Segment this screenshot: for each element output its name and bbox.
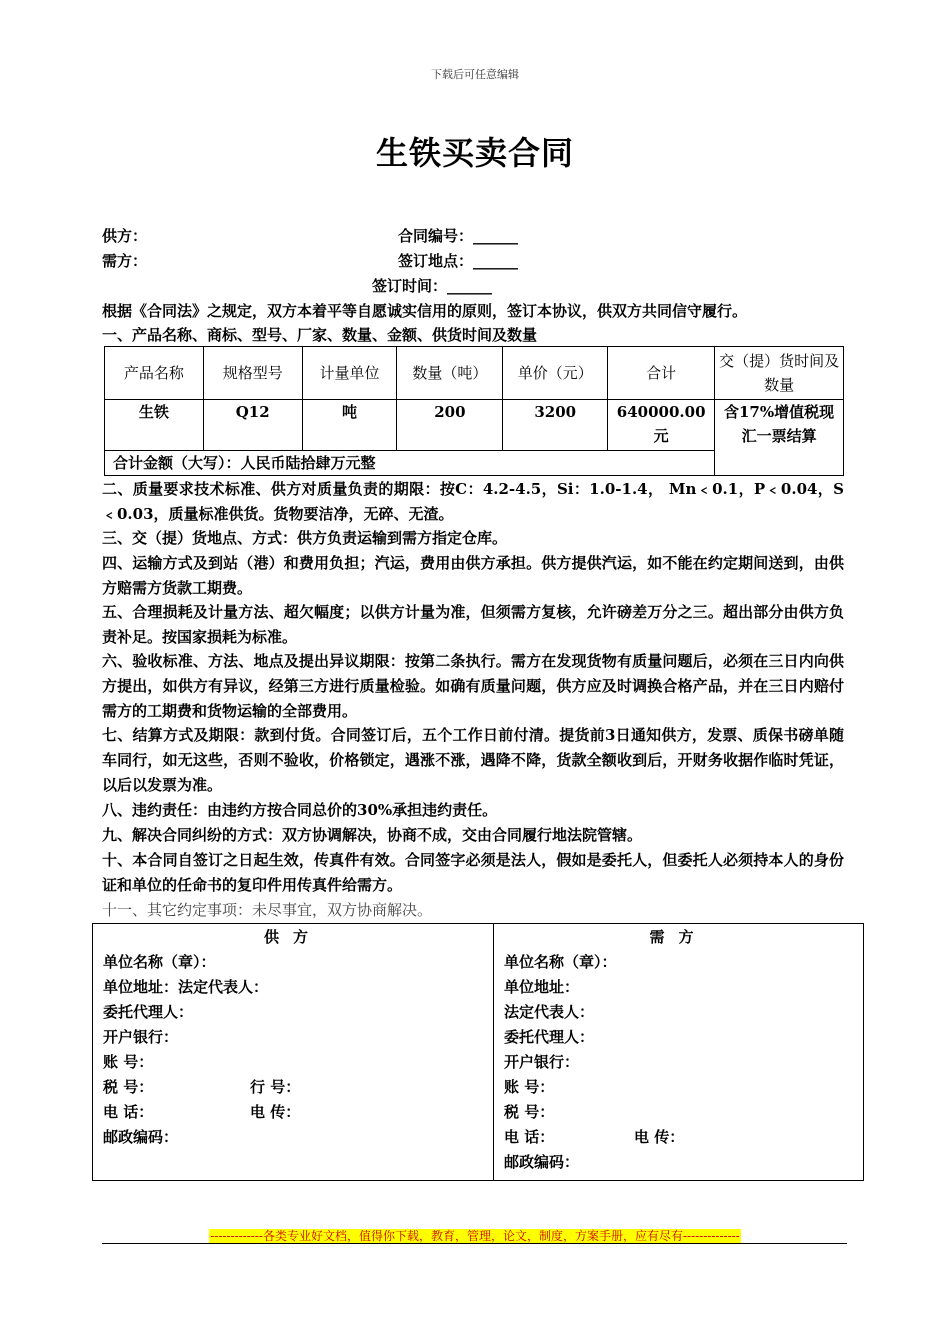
table-cell: Q12 [203,400,302,451]
buyer-address-field: 单位地址： [504,978,580,996]
supplier-tax-field: 税 号： [103,1078,154,1096]
table-header-row [105,347,844,400]
buyer-bank-field: 开户银行： [504,1053,580,1071]
header-cell: 交（提）货时间及数量 [715,347,844,400]
header-cell: 产品名称 [105,347,204,400]
footer-divider [102,1243,847,1244]
header-cell: 规格型号 [203,347,302,400]
clause-7: 七、结算方式及期限：款到付货。合同签订后，五个工作日前付清。提货前3日通知供方，发票、质保书磅单随车同行，如无这些，否则不验收，价格锁定，遇涨不涨，遇降不降，货款全额收到后，开财务收据作临时凭证，以后以发票为准。 [102,726,844,794]
buyer-phone-row [494,1125,863,1150]
supplier-bank-field: 开户银行： [103,1028,179,1046]
buyer-tax-field: 税 号： [504,1103,555,1121]
supplier-heading: 供方 [263,928,322,946]
header-cell: 合计 [608,347,715,400]
section-1-heading: 一、产品名称、商标、型号、厂家、数量、金额、供货时间及数量 [102,326,538,344]
clause-3: 三、交（提）货地点、方式：供方负责运输到需方指定仓库。 [102,529,508,547]
table-cell: 吨 [302,400,397,451]
buyer-label: 需方： [102,252,148,270]
header-cell: 数量（吨） [397,347,503,400]
table-cell: 含17%增值税现汇一票结算 [715,400,844,476]
document-title: 生铁买卖合同 [375,134,574,172]
supplier-tax-row [93,1075,493,1100]
supplier-name-field: 单位名称（章）： [103,953,216,971]
product-table [104,346,844,476]
buyer-name-field: 单位名称（章）： [504,953,617,971]
supplier-phone-row [93,1100,493,1125]
clause-11: 十一、其它约定事项：未尽事宜，双方协商解决。 [102,901,433,919]
header-cell: 单价（元） [503,347,608,400]
supplier-account-field: 账 号： [103,1053,154,1071]
supplier-label: 供方： [102,227,148,245]
buyer-account-field: 账 号： [504,1078,555,1096]
buyer-postcode-field: 邮政编码： [504,1153,580,1171]
intro-paragraph: 根据《合同法》之规定，双方本着平等自愿诚实信用的原则，签订本协议，供双方共同信守履行。 [102,302,748,320]
supplier-column [93,924,494,1180]
supplier-fax-field: 电 传： [250,1103,301,1121]
footer-ad-text: -------------各类专业好文档，值得你下载，教育，管理，论文，制度，方案手册，应有尽有-------------- [210,1229,740,1243]
total-amount: 合计金额（大写）：人民币陆拾肆万元整 [105,451,715,476]
sign-time: 签订时间：______ [372,277,493,295]
clause-6: 六、验收标准、方法、地点及提出异议期限：按第二条执行。需方在发现货物有质量问题后，必须在三日内向供方提出，如供方有异议，经第三方进行质量检验。如确有质量问题，供方应及时调换合格产品，并在三日内赔付需方的工期费和货物运输的全部费用。 [102,652,844,720]
buyer-heading: 需方 [649,928,708,946]
buyer-agent-field: 委托代理人： [504,1028,595,1046]
supplier-agent-field: 委托代理人： [103,1003,194,1021]
buyer-column [494,924,863,1180]
table-row [105,400,844,451]
buyer-phone-field: 电 话： [504,1128,555,1146]
clause-4: 四、运输方式及到站（港）和费用负担；汽运，费用由供方承担。供方提供汽运，如不能在约定期间送到，由供方赔需方货款工期费。 [102,554,844,597]
table-cell: 640000.00元 [608,400,715,451]
contract-number: 合同编号：______ [398,227,519,245]
header-note: 下载后可任意编辑 [431,68,519,81]
supplier-phone-field: 电 话： [103,1103,154,1121]
header-cell: 计量单位 [302,347,397,400]
table-cell: 3200 [503,400,608,451]
clause-8: 八、违约责任：由违约方按合同总价的30%承担违约责任。 [102,801,498,819]
clause-5: 五、合理损耗及计量方法、超欠幅度；以供方计量为准，但须需方复核，允许磅差万分之三。超出部分由供方负责补足。按国家损耗为标准。 [102,603,844,646]
clause-2: 二、质量要求技术标准、供方对质量负责的期限：按C：4.2-4.5，Si：1.0-1.4， Mn﹤0.1，P﹤0.04，S﹤0.03，质量标准供货。货物要洁净，无碎、无渣。 [102,480,844,523]
buyer-rep-field: 法定代表人： [504,1003,595,1021]
table-cell: 200 [397,400,503,451]
supplier-address-field: 单位地址：法定代表人： [103,978,269,996]
clause-9: 九、解决合同纠纷的方式：双方协调解决，协商不成，交由合同履行地法院管辖。 [102,826,643,844]
supplier-bank-no-field: 行 号： [250,1078,301,1096]
clause-10: 十、本合同自签订之日起生效，传真件有效。合同签字必须是法人，假如是委托人，但委托人必须持本人的身份证和单位的任命书的复印件用传真件给需方。 [102,851,844,894]
signature-table [92,923,864,1181]
supplier-postcode-field: 邮政编码： [103,1128,179,1146]
footer-banner [0,1225,950,1244]
table-cell: 生铁 [105,400,204,451]
buyer-fax-field: 电 传： [634,1128,685,1146]
sign-place: 签订地点：______ [398,252,519,270]
